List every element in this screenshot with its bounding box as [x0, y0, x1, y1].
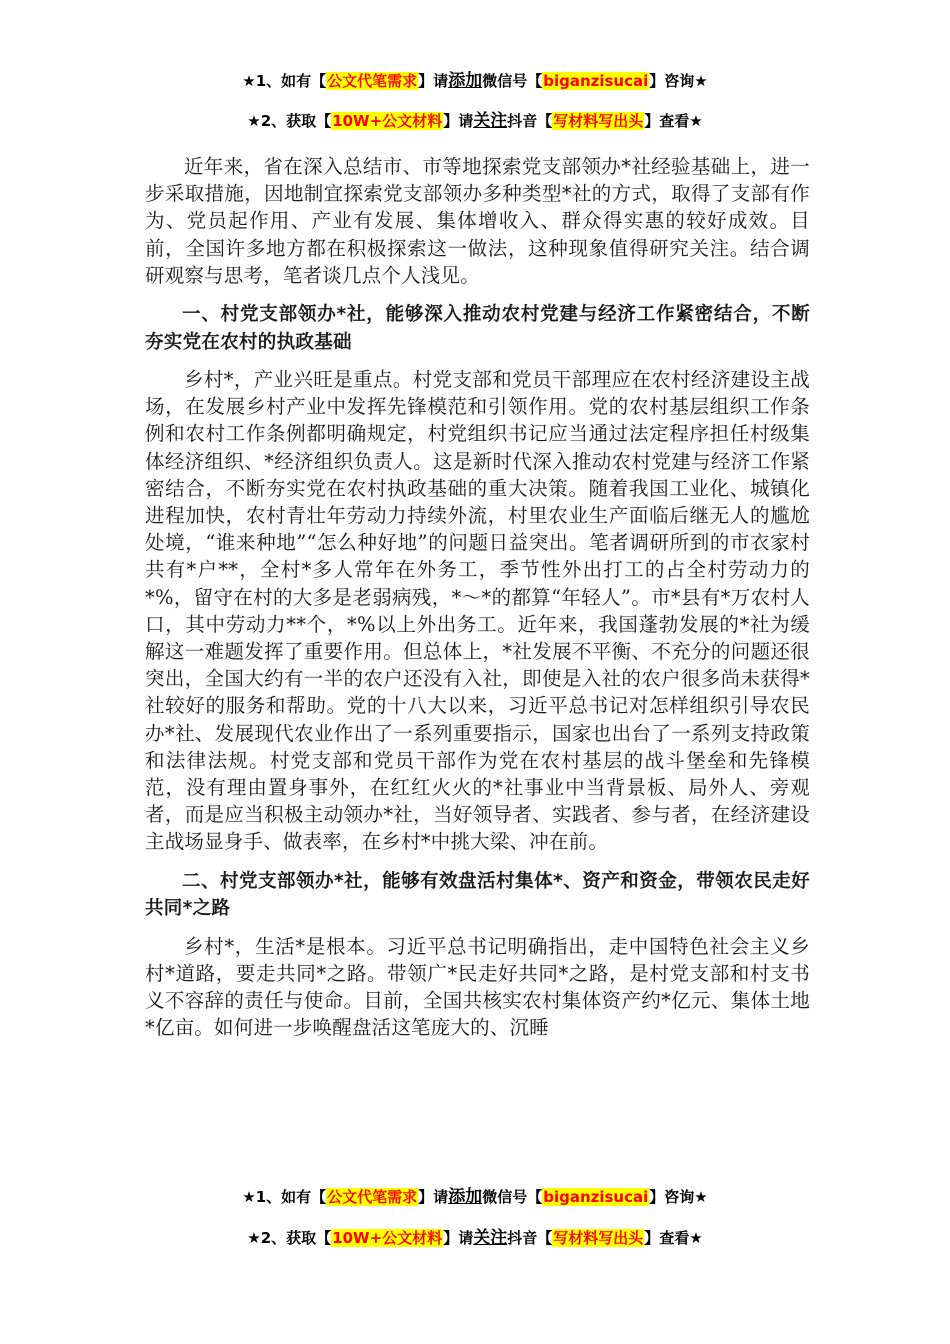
banner-suffix: 】咨询★	[649, 1188, 708, 1206]
footer-banner-line-2	[0, 1227, 950, 1249]
banner-middle: 抖音【	[507, 1229, 553, 1247]
banner-middle: 】请	[443, 1229, 474, 1247]
banner-middle: 微信号【	[482, 72, 543, 90]
banner-wechat-id: biganzisucai	[543, 1188, 649, 1206]
header-banner-line-1	[0, 70, 950, 92]
banner-middle: 】请	[443, 112, 474, 130]
section-1-paragraph: 乡村*，产业兴旺是重点。村党支部和党员干部理应在农村经济建设主战场，在发展乡村产业中发挥先锋模范和引领作用。党的农村基层组织工作条例和农村工作条例都明确规定，村党组织书记应当通过法定程序担任村级集体经济组织、*经济组织负责人。这是新时代深入推动农村党建与经济工作紧密结合，不断夯实党在农村执政基础的重大决策。随着我国工业化、城镇化进程加快，农村青壮年劳动力持续外流，村里农业生产面临后继无人的尴尬处境，“谁来种地”“怎么种好地”的问题日益突出。笔者调研所到的市衣家村共有*户**，全村*多人常年在外务工，季节性外出打工的占全村劳动力的*%，留守在村的大多是老弱病残，*～*的都算“年轻人”。市*县有*万农村人口，其中劳动力**个，*%以上外出务工。近年来，我国蓬勃发展的*社为缓解这一难题发挥了重要作用。但总体上，*社发展不平衡、不充分的问题还很突出，全国大约有一半的农户还没有入社，即使是入社的农户很多尚未获得*社较好的服务和帮助。党的十八大以来，习近平总书记对怎样组织引导农民办*社、发展现代农业作出了一系列重要指示，国家也出台了一系列支持政策和法律法规。村党支部和党员干部作为党在农村基层的战斗堡垒和先锋模范，没有理由置身事外，在红红火火的*社事业中当背景板、局外人、旁观者，而是应当积极主动领办*社，当好领导者、实践者、参与者，在经济建设主战场显身手、做表率，在乡村*中挑大梁、冲在前。	[145, 368, 810, 854]
banner-middle: 抖音【	[507, 112, 553, 130]
banner-highlight: 10W+公文材料	[332, 1229, 443, 1247]
section-heading-1: 一、村党支部领办*社，能够深入推动农村党建与经济工作紧密结合，不断夯实党在农村的执政基础	[145, 304, 810, 353]
banner-suffix: 】查看★	[644, 112, 703, 130]
banner-douyin-id: 写材料写出头	[553, 112, 644, 130]
banner-prefix: ★2、获取【	[247, 112, 332, 130]
banner-douyin-id: 写材料写出头	[553, 1229, 644, 1247]
intro-paragraph: 近年来，省在深入总结市、市等地探索党支部领办*社经验基础上，进一步采取措施，因地制宜探索党支部领办多种类型*社的方式，取得了支部有作为、党员起作用、产业有发展、集体增收入、群众得实惠的较好成效。目前，全国许多地方都在积极探索这一做法，这种现象值得研究关注。结合调研观察与思考，笔者谈几点个人浅见。	[145, 155, 810, 287]
banner-suffix: 】查看★	[644, 1229, 703, 1247]
footer-banner-line-1	[0, 1186, 950, 1208]
header-banner-line-2	[0, 110, 950, 132]
banner-middle: 微信号【	[482, 1188, 543, 1206]
banner-underlined-action: 关注	[473, 1228, 508, 1248]
banner-highlight: 10W+公文材料	[332, 112, 443, 130]
banner-wechat-id: biganzisucai	[543, 72, 649, 90]
banner-prefix: ★2、获取【	[247, 1229, 332, 1247]
section-2-paragraph: 乡村*，生活*是根本。习近平总书记明确指出，走中国特色社会主义乡村*道路，要走共同*之路。带领广*民走好共同*之路，是村党支部和村支书义不容辞的责任与使命。目前，全国共核实农村集体资产约*亿元、集体土地*亿亩。如何进一步唤醒盘活这笔庞大的、沉睡	[145, 934, 810, 1040]
section-heading-2: 二、村党支部领办*社，能够有效盘活村集体*、资产和资金，带领农民走好共同*之路	[145, 870, 810, 920]
banner-highlight: 公文代笔需求	[327, 72, 418, 90]
banner-suffix: 】咨询★	[649, 72, 708, 90]
banner-middle: 】请	[418, 1188, 449, 1206]
banner-highlight: 公文代笔需求	[327, 1188, 418, 1206]
banner-middle: 】请	[418, 72, 449, 90]
document-body	[145, 153, 810, 1041]
banner-prefix: ★1、如有【	[242, 1188, 327, 1206]
banner-underlined-action: 关注	[473, 111, 508, 131]
banner-underlined-action: 添加	[448, 1187, 483, 1207]
banner-prefix: ★1、如有【	[242, 72, 327, 90]
banner-underlined-action: 添加	[448, 71, 483, 91]
